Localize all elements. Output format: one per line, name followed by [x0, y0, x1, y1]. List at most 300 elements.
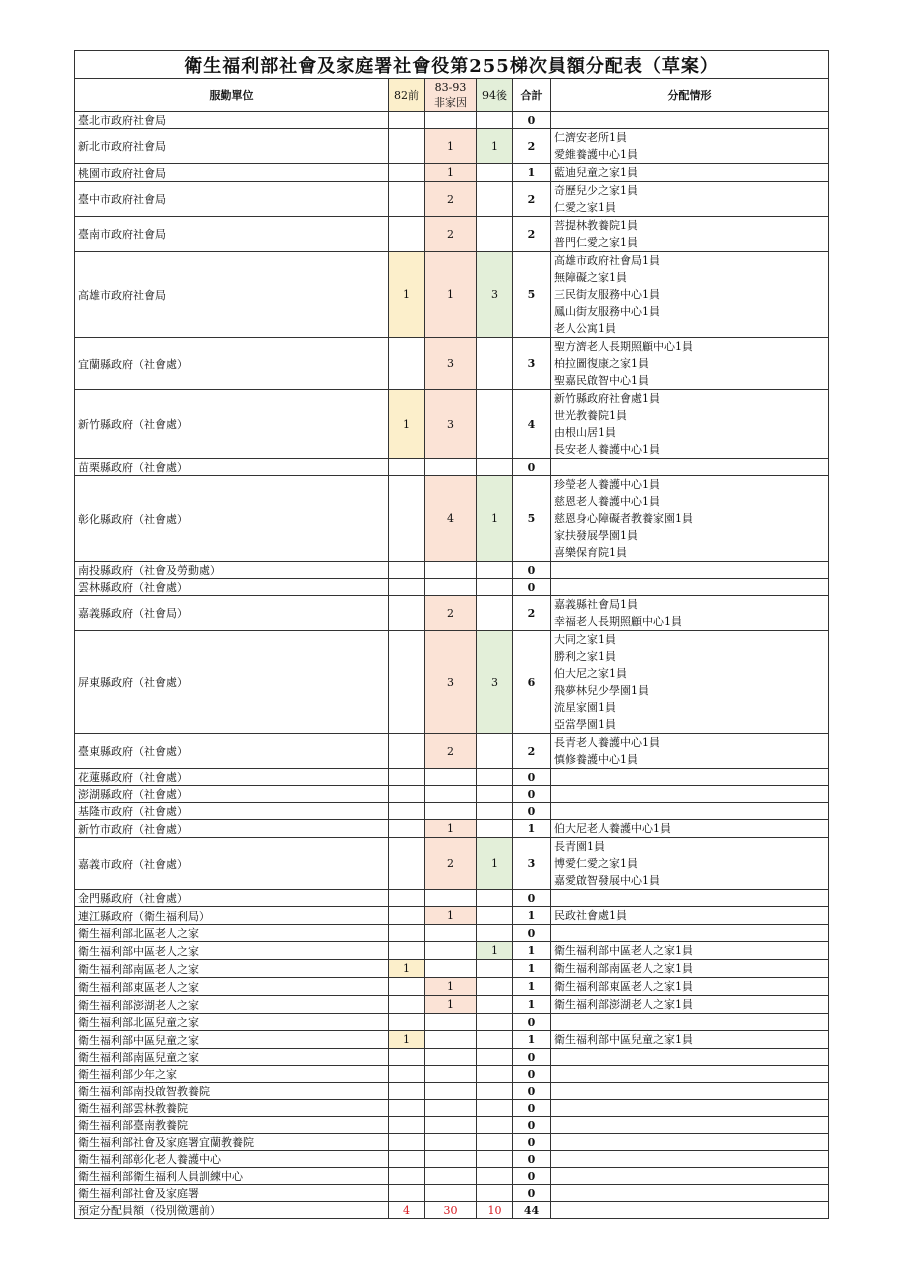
count-82-cell	[389, 1066, 425, 1083]
allocation-cell	[551, 1134, 829, 1151]
count-82-cell	[389, 978, 425, 996]
allocation-item: 民政社會處1員	[554, 909, 627, 922]
count-82-cell	[389, 596, 425, 631]
allocation-cell	[551, 631, 829, 734]
allocation-item: 伯大尼老人養護中心1員	[554, 822, 671, 835]
unit-cell: 南投縣政府（社會及勞動處）	[75, 562, 389, 579]
table-row	[75, 786, 829, 803]
allocation-item: 家扶發展學園1員	[554, 529, 638, 542]
allocation-cell	[551, 459, 829, 476]
unit-cell: 衛生福利部北區兒童之家	[75, 1014, 389, 1031]
col-header-83-93-text: 83-93 非家因	[434, 81, 467, 109]
allocation-item: 長安老人養護中心1員	[554, 443, 660, 456]
total-cell: 0	[513, 803, 551, 820]
count-82-cell	[389, 112, 425, 129]
count-94-cell	[477, 459, 513, 476]
total-cell: 2	[513, 217, 551, 252]
allocation-item: 仁濟安老所1員	[554, 131, 627, 144]
allocation-item: 普門仁愛之家1員	[554, 236, 638, 249]
count-82-cell	[389, 838, 425, 890]
table-row	[75, 838, 829, 890]
footer-94: 10	[477, 1202, 513, 1219]
table-row	[75, 734, 829, 769]
unit-cell: 屏東縣政府（社會處）	[75, 631, 389, 734]
footer-83-93: 30	[425, 1202, 477, 1219]
count-82-cell	[389, 734, 425, 769]
unit-cell: 臺南市政府社會局	[75, 217, 389, 252]
allocation-item: 仁愛之家1員	[554, 201, 616, 214]
unit-cell: 衛生福利部北區老人之家	[75, 925, 389, 942]
count-83-93-cell: 1	[425, 820, 477, 838]
count-94-cell	[477, 1049, 513, 1066]
count-83-93-cell: 3	[425, 390, 477, 459]
unit-cell: 苗栗縣政府（社會處）	[75, 459, 389, 476]
allocation-cell	[551, 803, 829, 820]
allocation-cell	[551, 129, 829, 164]
unit-cell: 基隆市政府（社會處）	[75, 803, 389, 820]
count-83-93-cell: 1	[425, 996, 477, 1014]
count-82-cell: 1	[389, 390, 425, 459]
allocation-item: 衛生福利部澎湖老人之家1員	[554, 998, 693, 1011]
unit-cell: 衛生福利部臺南教養院	[75, 1117, 389, 1134]
allocation-cell	[551, 1031, 829, 1049]
allocation-item: 慈恩身心障礙者教養家園1員	[554, 512, 693, 525]
unit-cell: 嘉義市政府（社會處）	[75, 838, 389, 890]
count-83-93-cell: 3	[425, 631, 477, 734]
allocation-cell	[551, 734, 829, 769]
table-row	[75, 942, 829, 960]
count-94-cell	[477, 1168, 513, 1185]
count-94-cell	[477, 164, 513, 182]
total-cell: 0	[513, 890, 551, 907]
table-row	[75, 1049, 829, 1066]
count-83-93-cell: 4	[425, 476, 477, 562]
unit-cell: 衛生福利部中區兒童之家	[75, 1031, 389, 1049]
table-row	[75, 996, 829, 1014]
count-94-cell	[477, 1117, 513, 1134]
count-82-cell	[389, 1083, 425, 1100]
allocation-table	[74, 50, 829, 1219]
count-82-cell	[389, 562, 425, 579]
total-cell: 0	[513, 925, 551, 942]
count-83-93-cell	[425, 1066, 477, 1083]
total-cell: 0	[513, 1014, 551, 1031]
total-cell: 1	[513, 164, 551, 182]
table-row	[75, 769, 829, 786]
count-83-93-cell	[425, 579, 477, 596]
count-83-93-cell	[425, 459, 477, 476]
allocation-item: 長青園1員	[554, 840, 605, 853]
count-83-93-cell: 2	[425, 182, 477, 217]
count-82-cell	[389, 164, 425, 182]
unit-cell: 桃園市政府社會局	[75, 164, 389, 182]
count-82-cell	[389, 890, 425, 907]
total-cell: 0	[513, 459, 551, 476]
allocation-item: 流星家園1員	[554, 701, 616, 714]
allocation-item: 慈恩老人養護中心1員	[554, 495, 660, 508]
total-cell: 1	[513, 960, 551, 978]
allocation-item: 衛生福利部中區兒童之家1員	[554, 1033, 693, 1046]
allocation-item: 聖嘉民啟智中心1員	[554, 374, 649, 387]
total-cell: 3	[513, 838, 551, 890]
unit-cell: 金門縣政府（社會處）	[75, 890, 389, 907]
allocation-cell	[551, 890, 829, 907]
count-83-93-cell	[425, 1031, 477, 1049]
count-94-cell	[477, 338, 513, 390]
total-cell: 1	[513, 996, 551, 1014]
allocation-item: 嘉義縣社會局1員	[554, 598, 638, 611]
count-83-93-cell	[425, 769, 477, 786]
allocation-item: 衛生福利部南區老人之家1員	[554, 962, 693, 975]
count-94-cell	[477, 890, 513, 907]
allocation-item: 大同之家1員	[554, 633, 616, 646]
allocation-cell	[551, 1100, 829, 1117]
table-row	[75, 476, 829, 562]
count-94-cell	[477, 1083, 513, 1100]
allocation-cell	[551, 1083, 829, 1100]
unit-cell: 衛生福利部南區老人之家	[75, 960, 389, 978]
count-82-cell	[389, 996, 425, 1014]
allocation-cell	[551, 476, 829, 562]
count-82-cell	[389, 786, 425, 803]
table-row	[75, 252, 829, 338]
count-83-93-cell	[425, 1168, 477, 1185]
count-83-93-cell	[425, 1151, 477, 1168]
allocation-cell	[551, 925, 829, 942]
footer-total: 44	[513, 1202, 551, 1219]
total-cell: 2	[513, 182, 551, 217]
unit-cell: 宜蘭縣政府（社會處）	[75, 338, 389, 390]
table-row	[75, 631, 829, 734]
count-82-cell	[389, 182, 425, 217]
unit-cell: 衛生福利部少年之家	[75, 1066, 389, 1083]
count-83-93-cell	[425, 1100, 477, 1117]
unit-cell: 臺北市政府社會局	[75, 112, 389, 129]
unit-cell: 雲林縣政府（社會處）	[75, 579, 389, 596]
unit-cell: 新竹縣政府（社會處）	[75, 390, 389, 459]
allocation-cell	[551, 1049, 829, 1066]
col-header-unit: 服勤單位	[75, 79, 389, 112]
count-94-cell	[477, 960, 513, 978]
count-94-cell	[477, 182, 513, 217]
unit-cell: 衛生福利部南區兒童之家	[75, 1049, 389, 1066]
count-94-cell	[477, 562, 513, 579]
count-82-cell	[389, 1117, 425, 1134]
total-cell: 0	[513, 562, 551, 579]
count-82-cell	[389, 217, 425, 252]
count-83-93-cell	[425, 1014, 477, 1031]
unit-cell: 衛生福利部衛生福利人員訓練中心	[75, 1168, 389, 1185]
total-cell: 0	[513, 112, 551, 129]
count-83-93-cell	[425, 562, 477, 579]
count-82-cell	[389, 820, 425, 838]
count-82-cell: 1	[389, 960, 425, 978]
count-94-cell	[477, 769, 513, 786]
count-83-93-cell: 1	[425, 164, 477, 182]
allocation-item: 高雄市政府社會局1員	[554, 254, 660, 267]
count-83-93-cell: 1	[425, 978, 477, 996]
total-cell: 0	[513, 1151, 551, 1168]
allocation-item: 無障礙之家1員	[554, 271, 627, 284]
unit-cell: 高雄市政府社會局	[75, 252, 389, 338]
count-83-93-cell: 2	[425, 217, 477, 252]
unit-cell: 連江縣政府（衛生福利局）	[75, 907, 389, 925]
count-94-cell: 3	[477, 252, 513, 338]
count-82-cell	[389, 1134, 425, 1151]
table-row	[75, 907, 829, 925]
allocation-cell	[551, 164, 829, 182]
count-83-93-cell: 3	[425, 338, 477, 390]
allocation-item: 喜樂保育院1員	[554, 546, 627, 559]
count-94-cell: 3	[477, 631, 513, 734]
allocation-cell	[551, 978, 829, 996]
count-94-cell	[477, 996, 513, 1014]
table-row	[75, 978, 829, 996]
table-row	[75, 890, 829, 907]
unit-cell: 衛生福利部彰化老人養護中心	[75, 1151, 389, 1168]
unit-cell: 彰化縣政府（社會處）	[75, 476, 389, 562]
count-83-93-cell: 2	[425, 734, 477, 769]
allocation-item: 老人公寓1員	[554, 322, 616, 335]
allocation-cell	[551, 562, 829, 579]
allocation-item: 衛生福利部中區老人之家1員	[554, 944, 693, 957]
count-94-cell: 1	[477, 476, 513, 562]
count-94-cell	[477, 1100, 513, 1117]
count-83-93-cell	[425, 1117, 477, 1134]
allocation-item: 鳳山街友服務中心1員	[554, 305, 660, 318]
count-82-cell	[389, 769, 425, 786]
footer-row	[75, 1202, 829, 1219]
table-row	[75, 1185, 829, 1202]
allocation-cell	[551, 252, 829, 338]
total-cell: 2	[513, 129, 551, 164]
count-94-cell	[477, 1031, 513, 1049]
allocation-item: 長青老人養護中心1員	[554, 736, 660, 749]
total-cell: 0	[513, 1117, 551, 1134]
total-cell: 1	[513, 978, 551, 996]
table-row	[75, 1151, 829, 1168]
header-row	[75, 79, 829, 112]
allocation-cell	[551, 338, 829, 390]
unit-cell: 新北市政府社會局	[75, 129, 389, 164]
allocation-item: 愛維養護中心1員	[554, 148, 638, 161]
total-cell: 1	[513, 907, 551, 925]
allocation-cell	[551, 820, 829, 838]
total-cell: 1	[513, 820, 551, 838]
table-row	[75, 129, 829, 164]
count-94-cell	[477, 1185, 513, 1202]
table-row	[75, 579, 829, 596]
allocation-cell	[551, 1117, 829, 1134]
allocation-cell	[551, 769, 829, 786]
table-row	[75, 390, 829, 459]
count-82-cell	[389, 631, 425, 734]
allocation-item: 亞當學園1員	[554, 718, 616, 731]
col-header-94: 94後	[477, 79, 513, 112]
table-row	[75, 596, 829, 631]
table-row	[75, 1014, 829, 1031]
count-83-93-cell	[425, 942, 477, 960]
count-94-cell	[477, 579, 513, 596]
count-82-cell	[389, 579, 425, 596]
table-row	[75, 1168, 829, 1185]
total-cell: 6	[513, 631, 551, 734]
allocation-item: 由根山居1員	[554, 426, 616, 439]
table-row	[75, 820, 829, 838]
allocation-cell	[551, 390, 829, 459]
unit-cell: 衛生福利部南投啟智教養院	[75, 1083, 389, 1100]
total-cell: 4	[513, 390, 551, 459]
table-row	[75, 1100, 829, 1117]
allocation-item: 幸福老人長期照顧中心1員	[554, 615, 682, 628]
allocation-item: 世光教養院1員	[554, 409, 627, 422]
total-cell: 5	[513, 252, 551, 338]
count-83-93-cell: 2	[425, 838, 477, 890]
allocation-cell	[551, 579, 829, 596]
allocation-item: 珍瑩老人養護中心1員	[554, 478, 660, 491]
count-83-93-cell	[425, 112, 477, 129]
count-83-93-cell	[425, 803, 477, 820]
count-82-cell	[389, 942, 425, 960]
unit-cell: 衛生福利部雲林教養院	[75, 1100, 389, 1117]
count-82-cell	[389, 803, 425, 820]
count-94-cell	[477, 112, 513, 129]
allocation-item: 飛夢林兒少學園1員	[554, 684, 649, 697]
unit-cell: 嘉義縣政府（社會局）	[75, 596, 389, 631]
table-row	[75, 338, 829, 390]
allocation-cell	[551, 217, 829, 252]
allocation-item: 三民街友服務中心1員	[554, 288, 660, 301]
allocation-cell	[551, 786, 829, 803]
allocation-item: 菩提林教養院1員	[554, 219, 638, 232]
allocation-cell	[551, 838, 829, 890]
total-cell: 0	[513, 579, 551, 596]
unit-cell: 衛生福利部東區老人之家	[75, 978, 389, 996]
allocation-item: 嘉愛啟智發展中心1員	[554, 874, 660, 887]
allocation-item: 勝利之家1員	[554, 650, 616, 663]
count-83-93-cell: 2	[425, 596, 477, 631]
allocation-item: 藍迪兒童之家1員	[554, 166, 638, 179]
allocation-item: 伯大尼之家1員	[554, 667, 627, 680]
table-row	[75, 960, 829, 978]
allocation-item: 衛生福利部東區老人之家1員	[554, 980, 693, 993]
count-94-cell	[477, 1134, 513, 1151]
total-cell: 1	[513, 942, 551, 960]
allocation-cell	[551, 596, 829, 631]
count-94-cell: 1	[477, 129, 513, 164]
count-83-93-cell	[425, 890, 477, 907]
col-header-83-93	[425, 79, 477, 112]
allocation-cell	[551, 1151, 829, 1168]
unit-cell: 花蓮縣政府（社會處）	[75, 769, 389, 786]
allocation-item: 慎修養護中心1員	[554, 753, 638, 766]
total-cell: 0	[513, 1168, 551, 1185]
count-94-cell	[477, 925, 513, 942]
allocation-cell	[551, 960, 829, 978]
unit-cell: 臺東縣政府（社會處）	[75, 734, 389, 769]
total-cell: 0	[513, 1134, 551, 1151]
count-94-cell: 1	[477, 942, 513, 960]
count-82-cell: 1	[389, 1031, 425, 1049]
allocation-cell	[551, 1014, 829, 1031]
count-82-cell	[389, 1168, 425, 1185]
count-83-93-cell: 1	[425, 129, 477, 164]
count-82-cell	[389, 338, 425, 390]
allocation-cell	[551, 1168, 829, 1185]
count-94-cell	[477, 596, 513, 631]
table-row	[75, 562, 829, 579]
count-83-93-cell: 1	[425, 252, 477, 338]
col-header-82: 82前	[389, 79, 425, 112]
unit-cell: 衛生福利部澎湖老人之家	[75, 996, 389, 1014]
count-94-cell	[477, 217, 513, 252]
count-82-cell	[389, 925, 425, 942]
total-cell: 0	[513, 1083, 551, 1100]
total-cell: 2	[513, 596, 551, 631]
count-94-cell	[477, 803, 513, 820]
count-83-93-cell	[425, 1185, 477, 1202]
allocation-item: 奇歷兒少之家1員	[554, 184, 638, 197]
count-83-93-cell	[425, 1049, 477, 1066]
col-header-alloc: 分配情形	[551, 79, 829, 112]
count-83-93-cell	[425, 960, 477, 978]
total-cell: 0	[513, 1185, 551, 1202]
total-cell: 0	[513, 786, 551, 803]
unit-cell: 臺中市政府社會局	[75, 182, 389, 217]
count-82-cell	[389, 907, 425, 925]
unit-cell: 衛生福利部中區老人之家	[75, 942, 389, 960]
allocation-cell	[551, 1185, 829, 1202]
table-row	[75, 803, 829, 820]
table-row	[75, 164, 829, 182]
table-row	[75, 1117, 829, 1134]
allocation-cell	[551, 182, 829, 217]
count-83-93-cell	[425, 1083, 477, 1100]
table-row	[75, 925, 829, 942]
table-body	[75, 112, 829, 1202]
allocation-cell	[551, 112, 829, 129]
total-cell: 0	[513, 1066, 551, 1083]
total-cell: 0	[513, 1049, 551, 1066]
table-row	[75, 112, 829, 129]
allocation-cell	[551, 907, 829, 925]
count-82-cell	[389, 476, 425, 562]
count-94-cell	[477, 1014, 513, 1031]
total-cell: 0	[513, 769, 551, 786]
count-94-cell	[477, 734, 513, 769]
table-row	[75, 1031, 829, 1049]
total-cell: 0	[513, 1100, 551, 1117]
count-82-cell	[389, 1151, 425, 1168]
col-header-total: 合計	[513, 79, 551, 112]
table-row	[75, 217, 829, 252]
allocation-cell	[551, 942, 829, 960]
table-row	[75, 182, 829, 217]
count-94-cell: 1	[477, 838, 513, 890]
footer-label: 預定分配員額（役別徵選前）	[75, 1202, 389, 1219]
table-row	[75, 1083, 829, 1100]
count-83-93-cell	[425, 925, 477, 942]
count-83-93-cell: 1	[425, 907, 477, 925]
allocation-item: 新竹縣政府社會處1員	[554, 392, 660, 405]
count-82-cell	[389, 459, 425, 476]
allocation-document	[74, 50, 829, 1219]
count-82-cell	[389, 1049, 425, 1066]
total-cell: 2	[513, 734, 551, 769]
unit-cell: 新竹市政府（社會處）	[75, 820, 389, 838]
count-94-cell	[477, 907, 513, 925]
count-82-cell	[389, 1185, 425, 1202]
